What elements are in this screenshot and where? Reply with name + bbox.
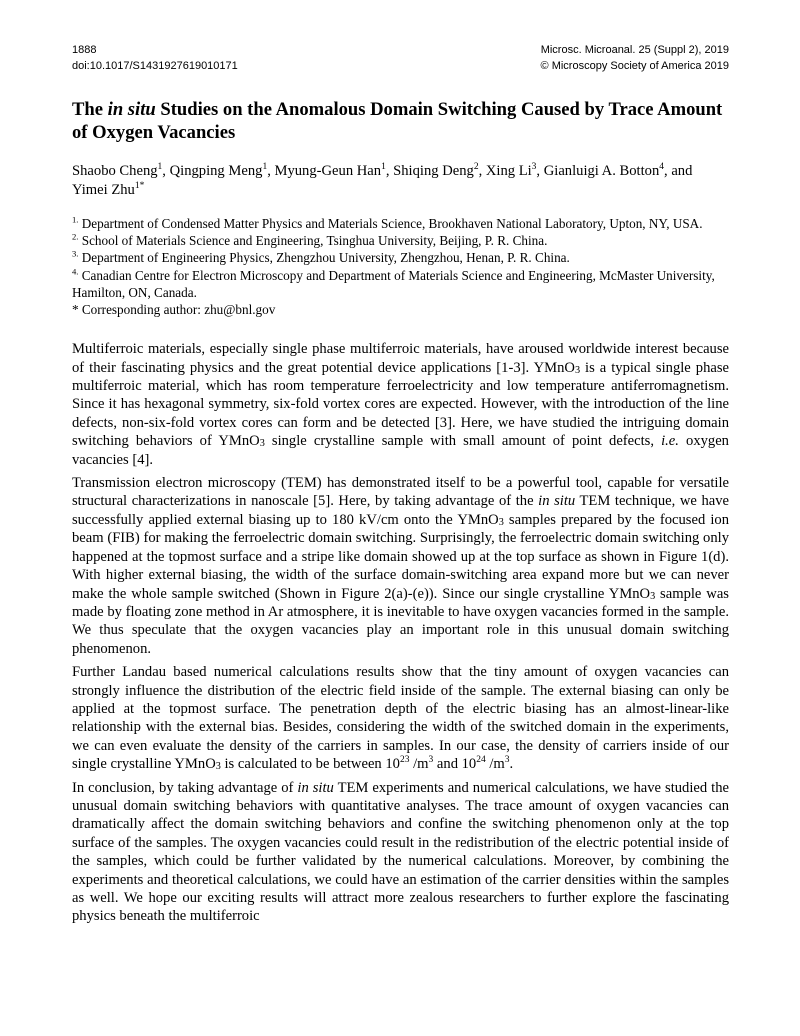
doi: doi:10.1017/S1431927619010171 bbox=[72, 60, 238, 72]
affiliation: $^{2.}$ School of Materials Science and Engineering, Tsinghua University, Beijing, P. R. China. bbox=[72, 231, 548, 249]
author: Xing Li bbox=[485, 163, 532, 179]
copyright: © Microscopy Society of America 2019 bbox=[540, 60, 729, 72]
paragraph-intro: Multiferroic materials, especially single phase multiferroic materials, have aroused worldwide interest because of their fascinating physics and the great potential device applications [1-3]. YMnO$_3$ is a typical single phase multiferroic material, which has room temperature ferroelectricity and low temperature antiferromagnetism. Since it has hexagonal symmetry, six-fold vortex cores are expected. However, with the introduction of the line defects, non-six-fold vortex cores can form and be detected [3]. Here, we have studied the intriguing domain switching behaviors of YMnO$_3$ single crystalline sample with small amount of point defects, i.e. oxygen vacancies [4]. bbox=[72, 341, 729, 468]
author: Myung-Geun Han bbox=[274, 163, 382, 179]
author: Qingping Meng bbox=[169, 163, 263, 179]
author: Shaobo Cheng bbox=[72, 163, 158, 179]
paper-page bbox=[72, 42, 729, 931]
author: Shiqing Deng bbox=[393, 163, 474, 179]
header-right bbox=[541, 42, 729, 74]
author: Gianluigi A. Botton bbox=[543, 163, 660, 179]
corresponding-author: * Corresponding author: zhu@bnl.gov bbox=[72, 302, 276, 318]
affiliation: $^{4.}$ Canadian Centre for Electron Microscopy and Department of Materials Science and Engineering, McMaster University, Hamilton, ON, Canada. bbox=[72, 266, 715, 300]
body-text bbox=[72, 340, 729, 926]
paragraph-methods: Transmission electron microscopy (TEM) has demonstrated itself to be a powerful tool, capable for versatile structural characterizations in nanoscale [5]. Here, by taking advantage of the in situ TEM technique, we have successfully applied external biasing up to 180 kV/cm onto the YMnO$_3$ samples prepared by the focused ion beam (FIB) for making the ferroelectric domain switching. Surprisingly, the ferroelectric domain switching only happened at the topmost surface and a stripe like domain showed up at the top surface as shown in Figure 1(d). With higher external biasing, the width of the surface domain-switching area expand more but we can never make the whole sample switched (Shown in Figure 2(a)-(e)). Since our single crystalline YMnO$_3$ sample was made by floating zone method in Ar atmosphere, it is inevitable to have oxygen vacancies formed in the sample. We thus speculate that the oxygen vacancies play an important role in this unusual domain switching phenomenon. bbox=[72, 475, 730, 657]
affiliations bbox=[72, 215, 729, 318]
header-left bbox=[72, 42, 238, 74]
paper-title: The in situ Studies on the Anomalous Domain Switching Caused by Trace Amount of Oxygen Vacancies bbox=[72, 99, 723, 143]
page-number: 1888 bbox=[72, 44, 97, 56]
author: Yimei Zhu bbox=[72, 181, 135, 198]
paragraph-conclusion: In conclusion, by taking advantage of in situ TEM experiments and numerical calculations, we have studied the unusual domain switching behaviors with quantitative analyses. The trace amount of oxygen vacancies can dramatically affect the domain switching behaviors and confine the switching phenomenon only at the top surface of the samples. The oxygen vacancies could result in the redistribution of the electric potential inside of the samples, which could be further validated by the numerical calculations. Moreover, by combining the experiments and theoretical calculations, we could have an estimation of the carrier densities within the samples as well. We hope our exciting results will attract more zealous researchers to further explore the fascinating physics beneath the multiferroic bbox=[72, 779, 729, 925]
title-italic: in situ bbox=[107, 99, 156, 120]
author-list: Shaobo Cheng$^1$, Qingping Meng$^1$, Myung-Geun Han$^1$, Shiqing Deng$^2$, Xing Li$^3$, Gianluigi A. Botton$^4$, and Yimei Zhu$^{1*}$ bbox=[72, 162, 693, 198]
affiliation: $^{1.}$ Department of Condensed Matter Physics and Materials Science, Brookhaven National Laboratory, Upton, NY, USA. bbox=[72, 214, 703, 231]
affiliation: $^{3.}$ Department of Engineering Physics, Zhengzhou University, Zhengzhou, Henan, P. R. China. bbox=[72, 249, 570, 266]
paragraph-calculations: Further Landau based numerical calculations results show that the tiny amount of oxygen vacancies can strongly influence the distribution of the electric field inside of the sample. The external biasing can only be applied at the topmost surface. The penetration depth of the electric biasing has an almost-linear-like relationship with the external bias. Besides, considering the width of the switched domain in the experiments, we can even evaluate the density of the carriers in samples. In our case, the density of carriers inside of our single crystalline YMnO$_3$ is calculated to be between $10^{23}$ $/m^3$ and $10^{24}$ $/m^3$. bbox=[72, 664, 729, 773]
running-header bbox=[72, 42, 729, 74]
journal-citation: Microsc. Microanal. 25 (Suppl 2), 2019 bbox=[540, 44, 729, 56]
